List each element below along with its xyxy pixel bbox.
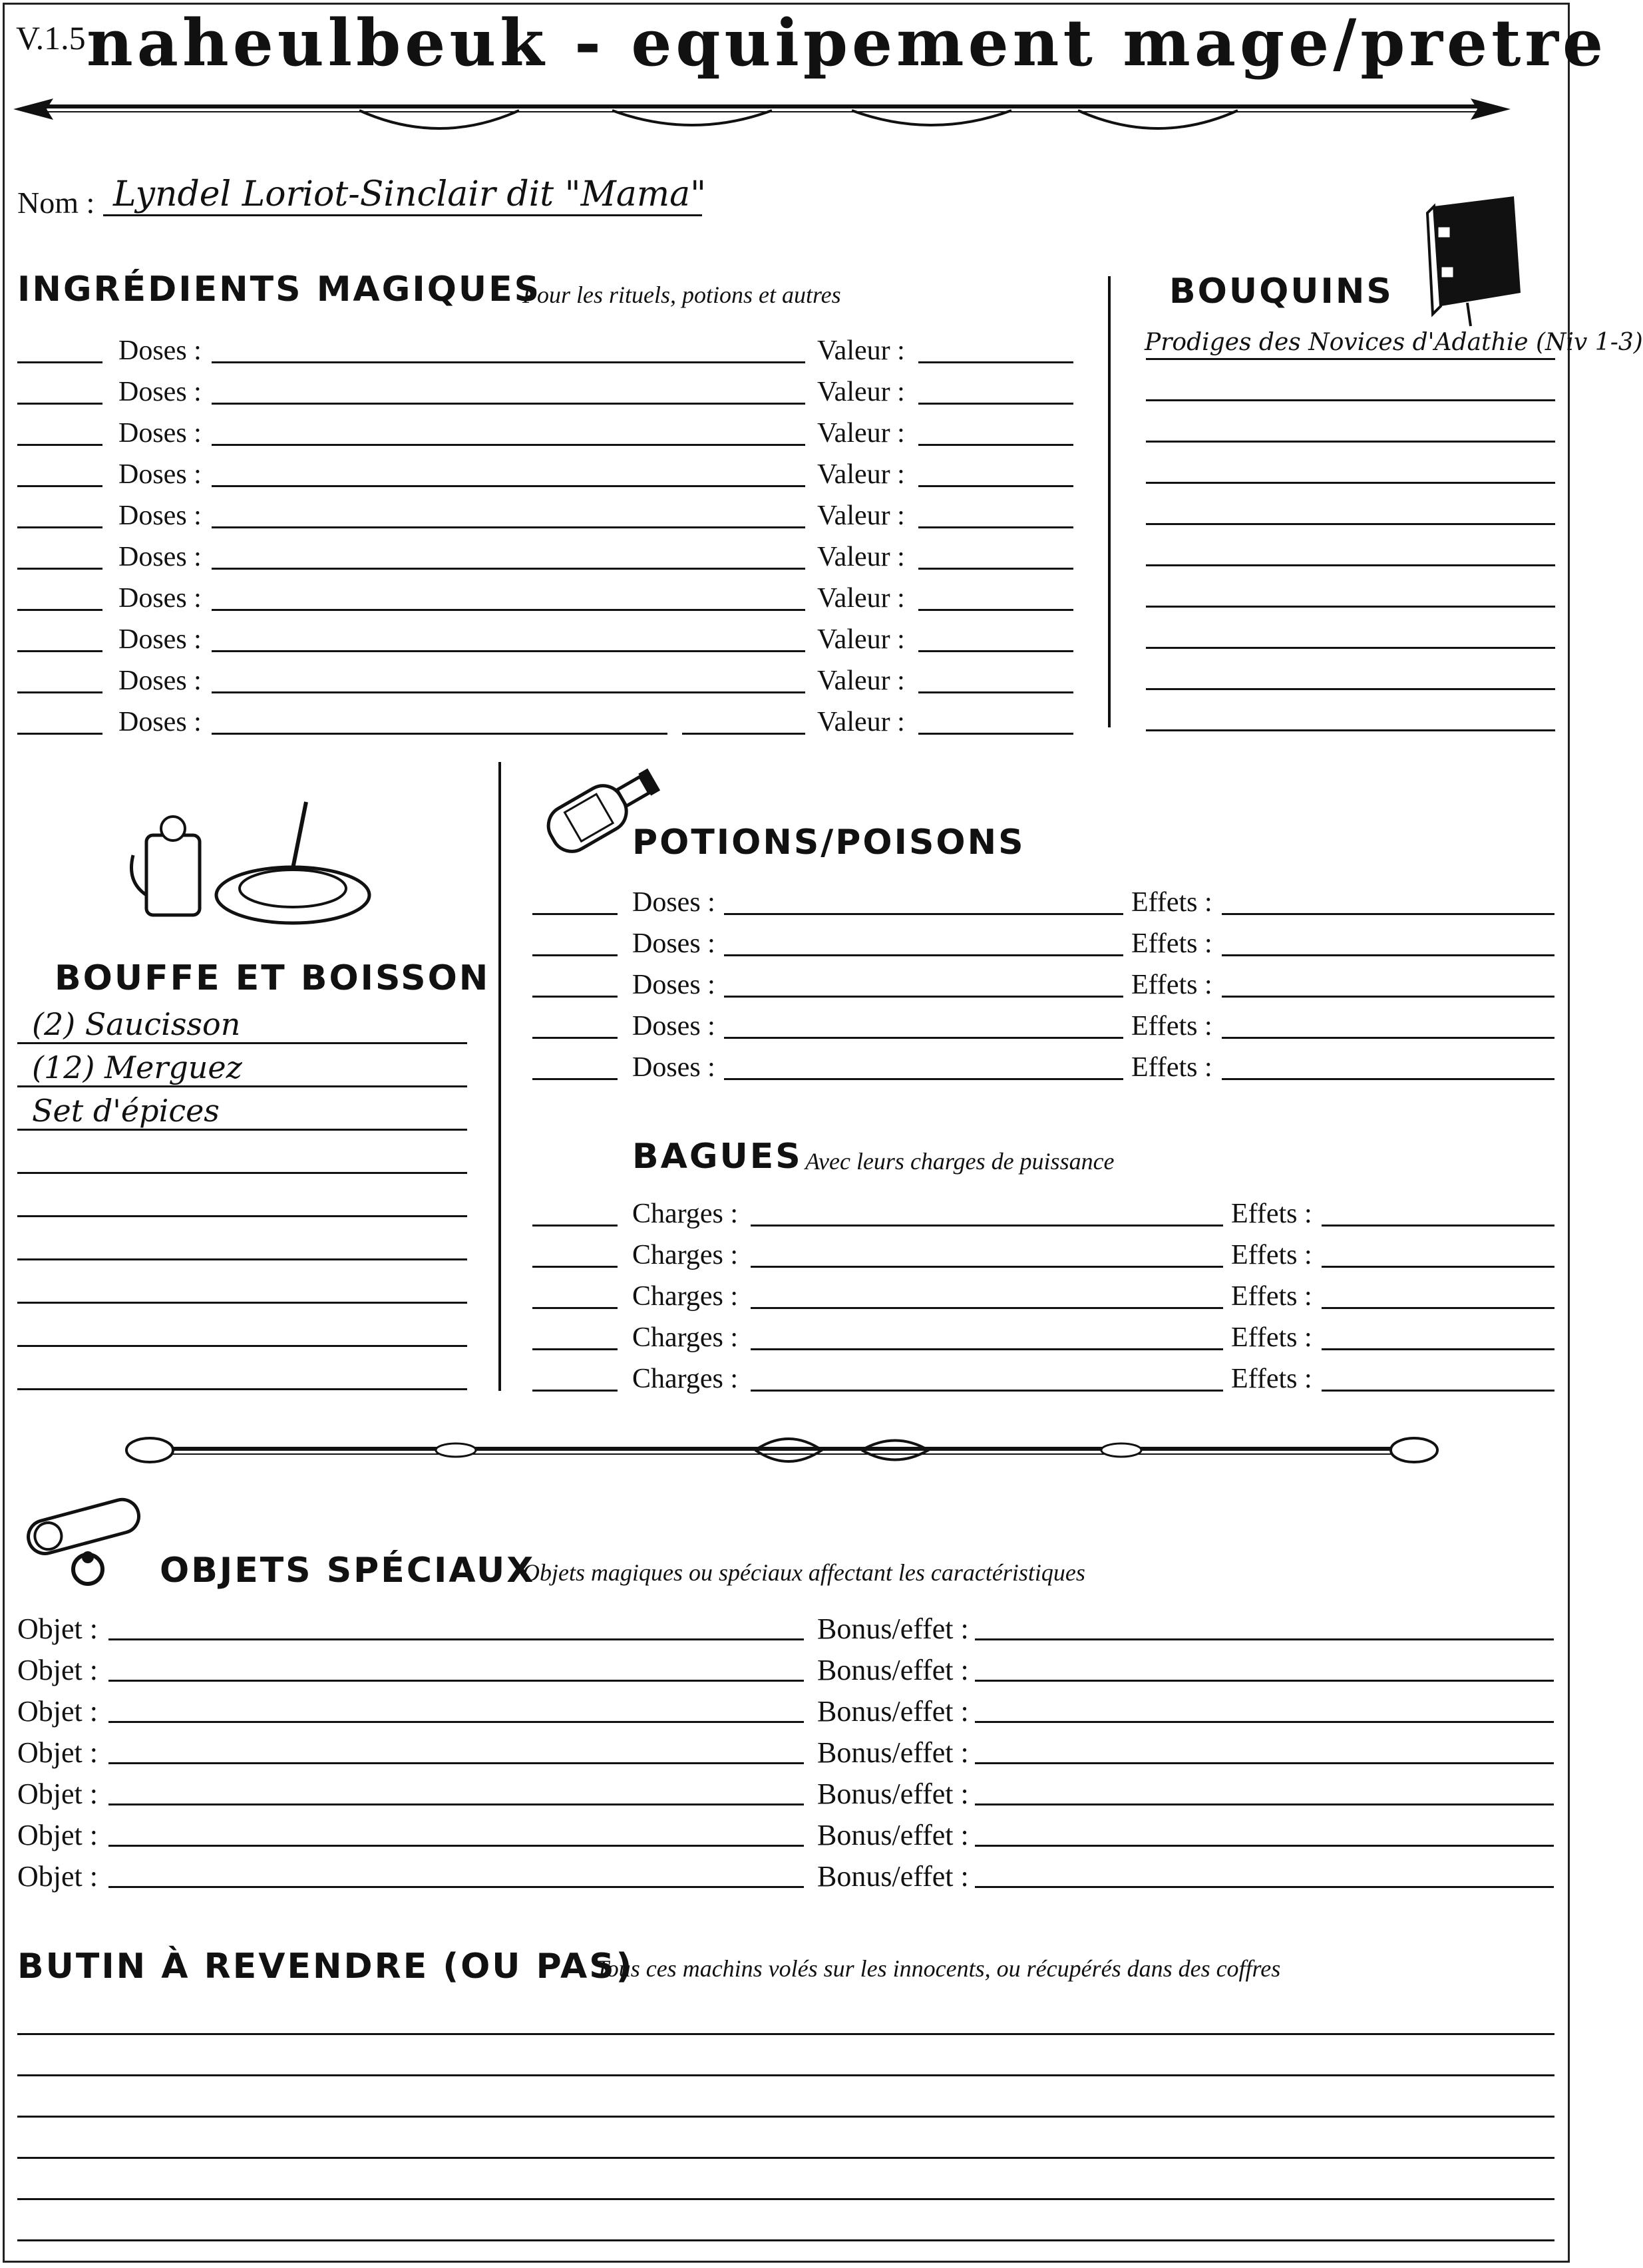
ingredient-doses-label: Doses : bbox=[118, 459, 202, 490]
ingredient-qty-field[interactable] bbox=[17, 403, 102, 405]
objet-bonus-field[interactable] bbox=[975, 1803, 1554, 1805]
bouffe-line[interactable] bbox=[17, 1345, 467, 1347]
ingredient-valeur-field[interactable] bbox=[918, 361, 1073, 363]
staff-icon bbox=[123, 1427, 1441, 1474]
objet-bonus-field[interactable] bbox=[975, 1762, 1554, 1764]
ingredient-qty-field[interactable] bbox=[17, 526, 102, 528]
objet-label: Objet : bbox=[17, 1695, 98, 1728]
ingredient-valeur-label: Valeur : bbox=[817, 707, 905, 737]
ingredient-doses-field[interactable] bbox=[212, 609, 805, 611]
ingredient-doses-label: Doses : bbox=[118, 500, 202, 531]
ingredient-doses-field[interactable] bbox=[212, 403, 805, 405]
ingredient-valeur-label: Valeur : bbox=[817, 459, 905, 490]
potion-qty-field[interactable] bbox=[532, 954, 618, 956]
potion-doses-label: Doses : bbox=[632, 1011, 715, 1041]
potion-doses-field[interactable] bbox=[724, 913, 1123, 915]
objet-bonus-label: Bonus/effet : bbox=[817, 1819, 969, 1851]
butin-line[interactable] bbox=[17, 2239, 1554, 2241]
bouffe-line[interactable] bbox=[17, 1129, 467, 1131]
objet-label: Objet : bbox=[17, 1612, 98, 1645]
bague-effets-field[interactable] bbox=[1322, 1266, 1554, 1268]
potion-effets-field[interactable] bbox=[1222, 1078, 1554, 1080]
ingredient-valeur-field[interactable] bbox=[918, 650, 1073, 652]
objet-bonus-label: Bonus/effet : bbox=[817, 1612, 969, 1645]
ingredient-doses-label: Doses : bbox=[118, 542, 202, 572]
objet-bonus-field[interactable] bbox=[975, 1680, 1554, 1682]
bouffe-line[interactable] bbox=[17, 1172, 467, 1174]
ingredient-valeur-label: Valeur : bbox=[817, 583, 905, 614]
scroll-ring-icon bbox=[15, 1491, 154, 1591]
bague-qty-field[interactable] bbox=[532, 1348, 618, 1350]
bague-effets-label: Effets : bbox=[1231, 1322, 1312, 1353]
bouffe-item[interactable]: (2) Saucisson bbox=[32, 1006, 241, 1042]
objet-label: Objet : bbox=[17, 1819, 98, 1851]
bouquin-line[interactable] bbox=[1146, 441, 1555, 443]
potion-doses-label: Doses : bbox=[632, 928, 715, 959]
bouffe-title: BOUFFE ET BOISSON bbox=[55, 958, 490, 998]
ingredient-valeur-label: Valeur : bbox=[817, 665, 905, 696]
bouquin-line[interactable] bbox=[1146, 523, 1555, 525]
objet-label: Objet : bbox=[17, 1860, 98, 1893]
bouquin-line[interactable] bbox=[1146, 729, 1555, 731]
ingredient-doses-label: Doses : bbox=[118, 335, 202, 366]
potion-effets-field[interactable] bbox=[1222, 954, 1554, 956]
potion-effets-label: Effets : bbox=[1131, 928, 1212, 959]
bouffe-item[interactable]: Set d'épices bbox=[32, 1093, 220, 1129]
bouffe-line[interactable] bbox=[17, 1388, 467, 1390]
book-icon bbox=[1414, 193, 1527, 326]
potion-effets-label: Effets : bbox=[1131, 1011, 1212, 1041]
objet-field[interactable] bbox=[108, 1680, 804, 1682]
bague-qty-field[interactable] bbox=[532, 1266, 618, 1268]
column-divider-2 bbox=[498, 762, 501, 1391]
objet-label: Objet : bbox=[17, 1654, 98, 1686]
ingredient-valeur-field[interactable] bbox=[918, 526, 1073, 528]
ingredient-valeur-field[interactable] bbox=[918, 568, 1073, 570]
potion-effets-label: Effets : bbox=[1131, 1052, 1212, 1083]
ingredient-qty-field[interactable] bbox=[17, 485, 102, 487]
ingredient-doses-label: Doses : bbox=[118, 583, 202, 614]
version-label: V.1.5 bbox=[16, 19, 86, 57]
ingredient-valeur-field[interactable] bbox=[918, 609, 1073, 611]
bague-effets-label: Effets : bbox=[1231, 1281, 1312, 1312]
bouffe-line[interactable] bbox=[17, 1215, 467, 1217]
bague-effets-label: Effets : bbox=[1231, 1199, 1312, 1229]
butin-title: BUTIN À REVENDRE (OU PAS) bbox=[17, 1947, 634, 1986]
bouffe-item[interactable]: (12) Merguez bbox=[32, 1049, 242, 1085]
spear-icon bbox=[13, 87, 1511, 140]
butin-line[interactable] bbox=[17, 2033, 1554, 2035]
ingredient-valeur-field[interactable] bbox=[918, 485, 1073, 487]
butin-line[interactable] bbox=[17, 2198, 1554, 2200]
objet-label: Objet : bbox=[17, 1778, 98, 1810]
potion-effets-field[interactable] bbox=[1222, 913, 1554, 915]
bouffe-line[interactable] bbox=[17, 1042, 467, 1044]
ingredient-valeur-label: Valeur : bbox=[817, 500, 905, 531]
ingredient-qty-field[interactable] bbox=[17, 568, 102, 570]
bague-effets-label: Effets : bbox=[1231, 1364, 1312, 1394]
potion-effets-label: Effets : bbox=[1131, 887, 1212, 918]
bouquin-entry-1[interactable]: Prodiges des Novices d'Adathie (Niv 1-3) bbox=[1145, 329, 1643, 356]
objet-bonus-label: Bonus/effet : bbox=[817, 1736, 969, 1769]
bouquin-line[interactable] bbox=[1146, 606, 1555, 608]
objet-bonus-field[interactable] bbox=[975, 1886, 1554, 1888]
column-divider bbox=[1108, 276, 1111, 727]
ingredient-valeur-label: Valeur : bbox=[817, 377, 905, 407]
objet-bonus-field[interactable] bbox=[975, 1845, 1554, 1847]
objet-bonus-label: Bonus/effet : bbox=[817, 1860, 969, 1893]
ingredient-valeur-field[interactable] bbox=[918, 691, 1073, 693]
bagues-subtitle: Avec leurs charges de puissance bbox=[805, 1148, 1115, 1175]
bague-charges-label: Charges : bbox=[632, 1364, 739, 1394]
ingredient-valeur-label: Valeur : bbox=[817, 418, 905, 449]
potion-effets-field[interactable] bbox=[1222, 996, 1554, 998]
potion-effets-label: Effets : bbox=[1131, 970, 1212, 1000]
objet-label: Objet : bbox=[17, 1736, 98, 1769]
ingredient-qty-field[interactable] bbox=[17, 691, 102, 693]
bouquin-line[interactable] bbox=[1146, 564, 1555, 566]
butin-subtitle: Tous ces machins volés sur les innocents, ou récupérés dans des coffres bbox=[596, 1955, 1281, 1982]
bouquin-line[interactable] bbox=[1146, 482, 1555, 484]
potion-doses-field[interactable] bbox=[724, 1037, 1123, 1039]
objet-field[interactable] bbox=[108, 1845, 804, 1847]
ingredient-valeur-label: Valeur : bbox=[817, 624, 905, 655]
ingredient-doses-field[interactable] bbox=[212, 485, 805, 487]
bague-effets-field[interactable] bbox=[1322, 1225, 1554, 1227]
bague-qty-field[interactable] bbox=[532, 1225, 618, 1227]
objet-bonus-label: Bonus/effet : bbox=[817, 1778, 969, 1810]
potion-doses-field[interactable] bbox=[724, 996, 1123, 998]
bouquin-line[interactable] bbox=[1146, 399, 1555, 401]
objet-field[interactable] bbox=[108, 1886, 804, 1888]
objet-bonus-label: Bonus/effet : bbox=[817, 1695, 969, 1728]
bouquin-line[interactable] bbox=[1146, 358, 1555, 360]
objet-field[interactable] bbox=[108, 1762, 804, 1764]
potion-doses-label: Doses : bbox=[632, 887, 715, 918]
bague-effets-label: Effets : bbox=[1231, 1240, 1312, 1270]
bague-qty-field[interactable] bbox=[532, 1390, 618, 1392]
bouquin-line[interactable] bbox=[1146, 688, 1555, 690]
potions-title: POTIONS/POISONS bbox=[632, 823, 1025, 862]
ingredient-doses-label: Doses : bbox=[118, 665, 202, 696]
ingredient-valeur-label: Valeur : bbox=[817, 542, 905, 572]
potion-doses-label: Doses : bbox=[632, 970, 715, 1000]
bague-charges-field[interactable] bbox=[751, 1390, 1223, 1392]
ingredient-qty-field[interactable] bbox=[17, 609, 102, 611]
bague-charges-field[interactable] bbox=[751, 1266, 1223, 1268]
ingredients-subtitle: Pour les rituels, potions et autres bbox=[522, 282, 841, 308]
objet-bonus-label: Bonus/effet : bbox=[817, 1654, 969, 1686]
ingredient-doses-field[interactable] bbox=[212, 733, 667, 735]
ingredient-qty-field[interactable] bbox=[17, 361, 102, 363]
bouquins-title: BOUQUINS bbox=[1169, 272, 1393, 311]
objets-subtitle: Objets magiques ou spéciaux affectant les caractéristiques bbox=[522, 1559, 1085, 1586]
bouffe-line[interactable] bbox=[17, 1085, 467, 1087]
ingredient-doses-field[interactable] bbox=[212, 444, 805, 446]
ingredient-doses-field-2[interactable] bbox=[682, 733, 805, 735]
ingredient-doses-field[interactable] bbox=[212, 361, 805, 363]
potion-doses-label: Doses : bbox=[632, 1052, 715, 1083]
bouffe-line[interactable] bbox=[17, 1258, 467, 1260]
bagues-title: BAGUES bbox=[632, 1137, 803, 1177]
objet-field[interactable] bbox=[108, 1721, 804, 1723]
bague-charges-label: Charges : bbox=[632, 1281, 739, 1312]
objet-bonus-field[interactable] bbox=[975, 1638, 1554, 1640]
ingredient-doses-label: Doses : bbox=[118, 377, 202, 407]
butin-line[interactable] bbox=[17, 2074, 1554, 2076]
potion-doses-field[interactable] bbox=[724, 1078, 1123, 1080]
bague-charges-field[interactable] bbox=[751, 1307, 1223, 1309]
ingredient-doses-label: Doses : bbox=[118, 707, 202, 737]
ingredients-title: INGRÉDIENTS MAGIQUES bbox=[17, 270, 542, 309]
ingredient-doses-field[interactable] bbox=[212, 568, 805, 570]
ingredient-valeur-field[interactable] bbox=[918, 403, 1073, 405]
potion-effets-field[interactable] bbox=[1222, 1037, 1554, 1039]
nom-value[interactable]: Lyndel Loriot-Sinclair dit "Mama" bbox=[113, 174, 707, 214]
potion-doses-field[interactable] bbox=[724, 954, 1123, 956]
ingredient-qty-field[interactable] bbox=[17, 733, 102, 735]
bague-charges-field[interactable] bbox=[751, 1225, 1223, 1227]
page-title: naheulbeuk - equipement mage/pretre bbox=[87, 5, 1608, 81]
potion-qty-field[interactable] bbox=[532, 996, 618, 998]
nom-label: Nom : bbox=[17, 186, 95, 220]
potion-qty-field[interactable] bbox=[532, 913, 618, 915]
objet-field[interactable] bbox=[108, 1638, 804, 1640]
objets-title: OBJETS SPÉCIAUX bbox=[160, 1551, 536, 1591]
bouffe-line[interactable] bbox=[17, 1302, 467, 1304]
bague-effets-field[interactable] bbox=[1322, 1390, 1554, 1392]
bague-charges-field[interactable] bbox=[751, 1348, 1223, 1350]
ingredient-valeur-field[interactable] bbox=[918, 733, 1073, 735]
potion-qty-field[interactable] bbox=[532, 1078, 618, 1080]
bague-charges-label: Charges : bbox=[632, 1322, 739, 1353]
bouquin-line[interactable] bbox=[1146, 647, 1555, 649]
bague-effets-field[interactable] bbox=[1322, 1307, 1554, 1309]
bague-qty-field[interactable] bbox=[532, 1307, 618, 1309]
ingredient-doses-field[interactable] bbox=[212, 650, 805, 652]
ingredient-qty-field[interactable] bbox=[17, 444, 102, 446]
objet-bonus-field[interactable] bbox=[975, 1721, 1554, 1723]
ingredient-doses-field[interactable] bbox=[212, 526, 805, 528]
butin-line[interactable] bbox=[17, 2157, 1554, 2159]
ingredient-valeur-label: Valeur : bbox=[817, 335, 905, 366]
butin-line[interactable] bbox=[17, 2116, 1554, 2118]
food-plate-icon bbox=[133, 789, 373, 932]
ingredient-doses-field[interactable] bbox=[212, 691, 805, 693]
ingredient-qty-field[interactable] bbox=[17, 650, 102, 652]
bague-charges-label: Charges : bbox=[632, 1240, 739, 1270]
potion-qty-field[interactable] bbox=[532, 1037, 618, 1039]
ingredient-valeur-field[interactable] bbox=[918, 444, 1073, 446]
bague-effets-field[interactable] bbox=[1322, 1348, 1554, 1350]
ingredient-doses-label: Doses : bbox=[118, 418, 202, 449]
ingredient-doses-label: Doses : bbox=[118, 624, 202, 655]
objet-field[interactable] bbox=[108, 1803, 804, 1805]
bague-charges-label: Charges : bbox=[632, 1199, 739, 1229]
